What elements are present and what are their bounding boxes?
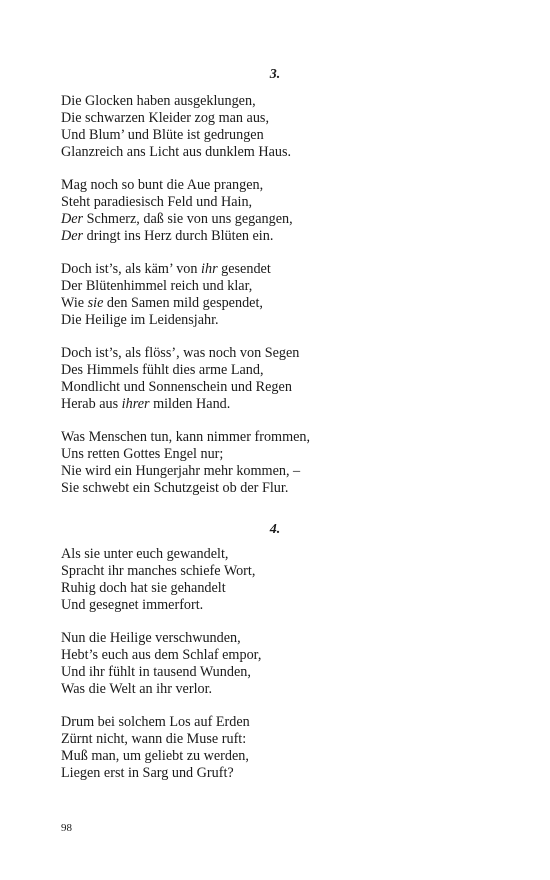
verse-line: Liegen erst in Sarg und Gruft? bbox=[61, 765, 234, 781]
verse-line: Die schwarzen Kleider zog man aus, bbox=[61, 110, 269, 126]
verse-line: Mondlicht und Sonnenschein und Regen bbox=[61, 379, 292, 395]
verse-line: Uns retten Gottes Engel nur; bbox=[61, 446, 224, 462]
verse-line: Des Himmels fühlt dies arme Land, bbox=[61, 362, 264, 378]
verse-line: Als sie unter euch gewandelt, bbox=[61, 546, 229, 562]
poem-3-stanza-3 bbox=[61, 261, 531, 329]
verse-line: Muß man, um geliebt zu werden, bbox=[61, 748, 249, 764]
poem-4-stanza-3 bbox=[61, 714, 531, 782]
verse-line: Ruhig doch hat sie gehandelt bbox=[61, 580, 226, 596]
verse-line: Herab aus ihrer milden Hand. bbox=[61, 396, 231, 412]
verse-line: Was Menschen tun, kann nimmer frommen, bbox=[61, 429, 311, 445]
verse-line: Spracht ihr manches schiefe Wort, bbox=[61, 563, 256, 579]
verse-line: Nie wird ein Hungerjahr mehr kommen, – bbox=[61, 463, 301, 479]
verse-line: Und gesegnet immerfort. bbox=[61, 597, 204, 613]
page-number: 98 bbox=[61, 822, 72, 834]
verse-line: Drum bei solchem Los auf Erden bbox=[61, 714, 250, 730]
verse-line: Glanzreich ans Licht aus dunklem Haus. bbox=[61, 144, 292, 160]
verse-line: Zürnt nicht, wann die Muse ruft: bbox=[61, 731, 247, 747]
section-title-4: 4. bbox=[269, 522, 281, 537]
section-title-3: 3. bbox=[269, 67, 281, 82]
poem-3-stanza-4 bbox=[61, 345, 531, 413]
verse-line: Mag noch so bunt die Aue prangen, bbox=[61, 177, 264, 193]
verse-line: Die Glocken haben ausgeklungen, bbox=[61, 93, 256, 109]
verse-line: Doch ist’s, als käm’ von ihr gesendet bbox=[61, 261, 271, 277]
verse-line: Hebt’s euch aus dem Schlaf empor, bbox=[61, 647, 262, 663]
poem-4-stanza-2 bbox=[61, 630, 531, 698]
verse-line: Der Schmerz, daß sie von uns gegangen, bbox=[61, 211, 293, 227]
verse-line: Nun die Heilige verschwunden, bbox=[61, 630, 241, 646]
verse-line: Der dringt ins Herz durch Blüten ein. bbox=[61, 228, 274, 244]
poem-3-stanza-5 bbox=[61, 429, 531, 497]
verse-line: Wie sie den Samen mild gespendet, bbox=[61, 295, 263, 311]
verse-line: Was die Welt an ihr verlor. bbox=[61, 681, 213, 697]
verse-line: Und ihr fühlt in tausend Wunden, bbox=[61, 664, 251, 680]
verse-line: Sie schwebt ein Schutzgeist ob der Flur. bbox=[61, 480, 289, 496]
poem-4-stanza-1 bbox=[61, 546, 531, 614]
verse-line: Steht paradiesisch Feld und Hain, bbox=[61, 194, 253, 210]
verse-line: Die Heilige im Leidensjahr. bbox=[61, 312, 219, 328]
verse-line: Und Blum’ und Blüte ist gedrungen bbox=[61, 127, 264, 143]
poem-3-stanza-2 bbox=[61, 177, 531, 245]
verse-line: Doch ist’s, als flöss’, was noch von Segen bbox=[61, 345, 300, 361]
verse-line: Der Blütenhimmel reich und klar, bbox=[61, 278, 253, 294]
poem-3-stanza-1 bbox=[61, 93, 531, 161]
